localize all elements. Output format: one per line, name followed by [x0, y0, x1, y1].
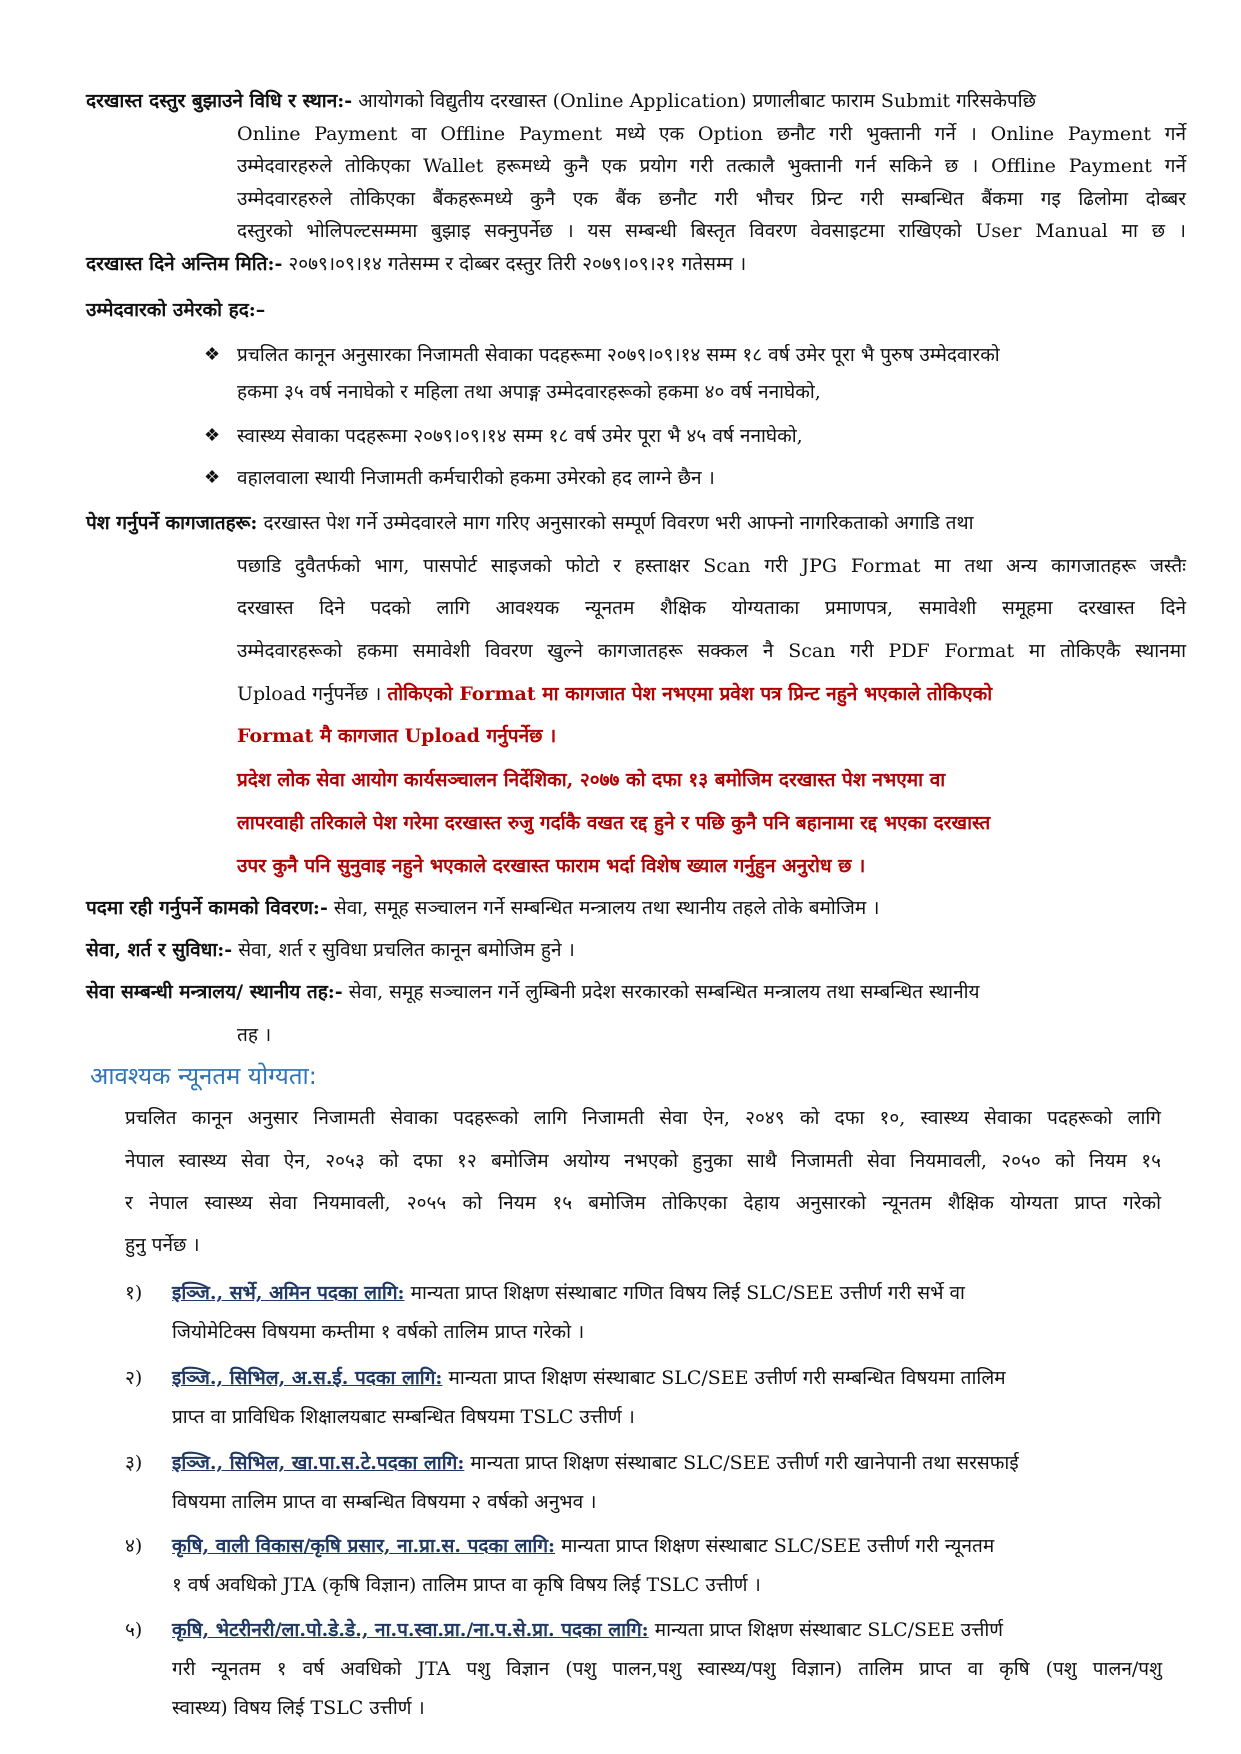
notice-line-3: उपर कुनै पनि सुनुवाइ नहुने भएकाले दरखास्त फाराम भर्दा विशेष ख्याल गर्नुहुन अनुरोध छ । [237, 855, 866, 877]
qualification-item-1 [172, 1275, 1162, 1311]
ministry-label: सेवा सम्बन्धी मन्त्रालय/ स्थानीय तह:- [86, 981, 343, 1003]
documents-line-3: दरखास्त दिने पदको लागि आवश्यक न्यूनतम शैक्षिक योग्यताका प्रमाणपत्र, समावेशी समूहमा दरखास्त दिने [237, 597, 1186, 619]
age-bullet-1-line-1: प्रचलित कानून अनुसारका निजामती सेवाका पदहरूमा २०७९।०९।१४ सम्म १८ वर्ष उमेर पूरा भै पुरुष उम्मेदवारको [237, 344, 1000, 366]
documents-line-4: उम्मेदवारहरूको हकमा समावेशी विवरण खुल्ने कागजातहरू सक्कल नै Scan गरी PDF Format मा तोकिएकै स्थानमा [237, 640, 1186, 662]
duties-line [86, 890, 879, 926]
fee-payment-line-1 [86, 83, 1186, 119]
fee-payment-line-3: उम्मेदवारहरुले तोकिएका Wallet हरूमध्ये कुनै एक प्रयोग गरी तत्कालै भुक्तानी गर्न सकिने छ । Offline Payment गर्ने [237, 155, 1186, 177]
item-text: मान्यता प्राप्त शिक्षण संस्थाबाट SLC/SEE उत्तीर्ण गरी न्यूनतम [561, 1535, 995, 1557]
item-text: मान्यता प्राप्त शिक्षण संस्थाबाट SLC/SEE उत्तीर्ण गरी सम्बन्धित विषयमा तालिम [448, 1367, 1006, 1389]
qualification-intro-line-4: हुनु पर्नेछ । [125, 1234, 200, 1256]
item-text-continued: गरी न्यूनतम १ वर्ष अवधिको JTA पशु विज्ञान (पशु पालन,पशु स्वास्थ्य/पशु विज्ञान) तालिम प्राप्त वा कृषि (पशु पालन/पशु [172, 1658, 1162, 1680]
qualification-item-4 [172, 1528, 1162, 1564]
qualification-item-3 [172, 1445, 1162, 1481]
diamond-bullet-icon: ❖ [204, 344, 221, 365]
qualification-intro-line-2: नेपाल स्वास्थ्य सेवा ऐन, २०५३ को दफा १२ बमोजिम अयोग्य नभएको हुनुका साथै निजामती सेवा नियमावली, २०५० को नियम १५ [125, 1150, 1161, 1172]
fee-payment-line-4: उम्मेदवारहरुले तोकिएका बैंकहरूमध्ये कुनै एक बैंक छनौट गरी भौचर प्रिन्ट गरी सम्बन्धित बैंकमा गइ ढिलोमा दोब्बर [237, 188, 1186, 210]
age-bullet-2: स्वास्थ्य सेवाका पदहरूमा २०७९।०९।१४ सम्म १८ वर्ष उमेर पूरा भै ४५ वर्ष ननाघेको, [237, 425, 803, 447]
item-title: कृषि, वाली विकास/कृषि प्रसार, ना.प्रा.स. पदका लागि: [172, 1535, 556, 1557]
item-text: मान्यता प्राप्त शिक्षण संस्थाबाट SLC/SEE उत्तीर्ण गरी खानेपानी तथा सरसफाई [470, 1452, 1019, 1474]
format-warning-text: तोकिएको Format मा कागजात पेश नभएमा प्रवेश पत्र प्रिन्ट नहुने भएकाले तोकिएको [387, 683, 993, 705]
documents-line-5 [237, 676, 1186, 712]
item-number: ३) [125, 1452, 143, 1474]
notice-line-1: प्रदेश लोक सेवा आयोग कार्यसञ्चालन निर्देशिका, २०७७ को दफा १३ बमोजिम दरखास्त पेश नभएमा वा [237, 769, 946, 791]
notice-line-2: लापरवाही तरिकाले पेश गरेमा दरखास्त रुजु गर्दाकै वखत रद्द हुने र पछि कुनै पनि बहानामा रद्द भएका दरखास्त [237, 812, 991, 834]
item-title: इञ्जि., सिभिल, खा.पा.स.टे.पदका लागि: [172, 1452, 465, 1474]
ministry-text-2: तह । [237, 1024, 272, 1046]
age-bullet-3: वहालवाला स्थायी निजामती कर्मचारीको हकमा उमेरको हद लाग्ने छैन । [237, 467, 715, 489]
terms-label: सेवा, शर्त र सुविधा:- [86, 939, 233, 961]
ministry-text: सेवा, समूह सञ्चालन गर्ने लुम्बिनी प्रदेश सरकारको सम्बन्धित मन्त्रालय तथा सम्बन्धित स्थानीय [348, 981, 980, 1003]
documents-text: दरखास्त पेश गर्ने उम्मेदवारले माग गरिए अनुसारको सम्पूर्ण विवरण भरी आफ्नो नागरिकताको अगाडि तथा [263, 512, 974, 534]
diamond-bullet-icon: ❖ [204, 425, 221, 446]
item-title: इञ्जि., सिभिल, अ.स.ई. पदका लागि: [172, 1367, 443, 1389]
item-text-continued: स्वास्थ्य) विषय लिई TSLC उत्तीर्ण । [172, 1697, 425, 1719]
fee-payment-line-2: Online Payment वा Offline Payment मध्ये एक Option छनौट गरी भुक्तानी गर्ने । Online Payment गर्ने [237, 123, 1186, 145]
duties-label: पदमा रही गर्नुपर्ने कामको विवरण:- [86, 897, 328, 919]
age-limit-label: उम्मेदवारको उमेरको हद:– [86, 299, 266, 321]
item-title: कृषि, भेटरीनरी/ला.पो.डे.डे., ना.प.स्वा.प्रा./ना.प.से.प्रा. पदका लागि: [172, 1619, 649, 1641]
fee-payment-label: दरखास्त दस्तुर बुझाउने विधि र स्थान:- [86, 90, 353, 112]
terms-line [86, 932, 575, 968]
qualification-item-5 [172, 1612, 1162, 1648]
qualification-intro-line-3: र नेपाल स्वास्थ्य सेवा नियमावली, २०५५ को नियम १५ बमोजिम तोकिएका देहाय अनुसारको न्यूनतम शैक्षिक योग्यता प्राप्त गरेको [125, 1192, 1161, 1214]
documents-line-1 [86, 505, 1186, 541]
deadline-label: दरखास्त दिने अन्तिम मिति:- [86, 253, 283, 275]
format-warning-line-2: Format मै कागजात Upload गर्नुपर्नेछ । [237, 725, 557, 747]
item-number: ४) [125, 1535, 143, 1557]
ministry-line [86, 974, 980, 1010]
qualification-intro-line-1: प्रचलित कानून अनुसार निजामती सेवाका पदहरूको लागि निजामती सेवा ऐन, २०४९ को दफा १०, स्वास्थ्य सेवाका पदहरूको लागि [125, 1107, 1161, 1129]
item-text: मान्यता प्राप्त शिक्षण संस्थाबाट गणित विषय लिई SLC/SEE उत्तीर्ण गरी सर्भे वा [410, 1282, 965, 1304]
upload-plain-text: Upload गर्नुपर्नेछ । [237, 683, 382, 705]
terms-text: सेवा, शर्त र सुविधा प्रचलित कानून बमोजिम हुने । [238, 939, 575, 961]
item-text-continued: जियोमेटिक्स विषयमा कम्तीमा १ वर्षको तालिम प्राप्त गरेको । [172, 1321, 585, 1343]
qualification-item-2 [172, 1360, 1162, 1396]
deadline-line [86, 246, 746, 282]
item-text-continued: विषयमा तालिम प्राप्त वा सम्बन्धित विषयमा २ वर्षको अनुभव । [172, 1491, 597, 1513]
age-bullet-1-line-2: हकमा ३५ वर्ष ननाघेको र महिला तथा अपाङ्ग उम्मेदवारहरूको हकमा ४० वर्ष ननाघेको, [237, 381, 821, 403]
item-number: ५) [125, 1619, 143, 1641]
duties-text: सेवा, समूह सञ्चालन गर्ने सम्बन्धित मन्त्रालय तथा स्थानीय तहले तोके बमोजिम । [333, 897, 880, 919]
fee-payment-text: आयोगको विद्युतीय दरखास्त (Online Application) प्रणालीबाट फाराम Submit गरिसकेपछि [358, 90, 1036, 112]
item-number: १) [125, 1282, 143, 1304]
item-number: २) [125, 1367, 143, 1389]
fee-payment-line-5: दस्तुरको भोलिपल्टसम्ममा बुझाइ सक्नुपर्नेछ । यस सम्बन्धी बिस्तृत विवरण वेवसाइटमा राखिएको User Manual मा छ । [237, 220, 1186, 242]
documents-line-2: पछाडि दुवैतर्फको भाग, पासपोर्ट साइजको फोटो र हस्ताक्षर Scan गरी JPG Format मा तथा अन्य कागजातहरू जस्तैः [237, 555, 1186, 577]
item-text-continued: प्राप्त वा प्राविधिक शिक्षालयबाट सम्बन्धित विषयमा TSLC उत्तीर्ण । [172, 1406, 635, 1428]
diamond-bullet-icon: ❖ [204, 467, 221, 488]
deadline-text: २०७९।०९।१४ गतेसम्म र दोब्बर दस्तुर तिरी २०७९।०९।२१ गतेसम्म । [288, 253, 747, 275]
qualification-heading: आवश्यक न्यूनतम योग्यता: [90, 1062, 317, 1090]
item-text-continued: १ वर्ष अवधिको JTA (कृषि विज्ञान) तालिम प्राप्त वा कृषि विषय लिई TSLC उत्तीर्ण । [172, 1574, 761, 1596]
documents-label: पेश गर्नुपर्ने कागजातहरू: [86, 512, 258, 534]
item-title: इञ्जि., सर्भे, अमिन पदका लागि: [172, 1282, 405, 1304]
item-text: मान्यता प्राप्त शिक्षण संस्थाबाट SLC/SEE उत्तीर्ण [654, 1619, 1003, 1641]
